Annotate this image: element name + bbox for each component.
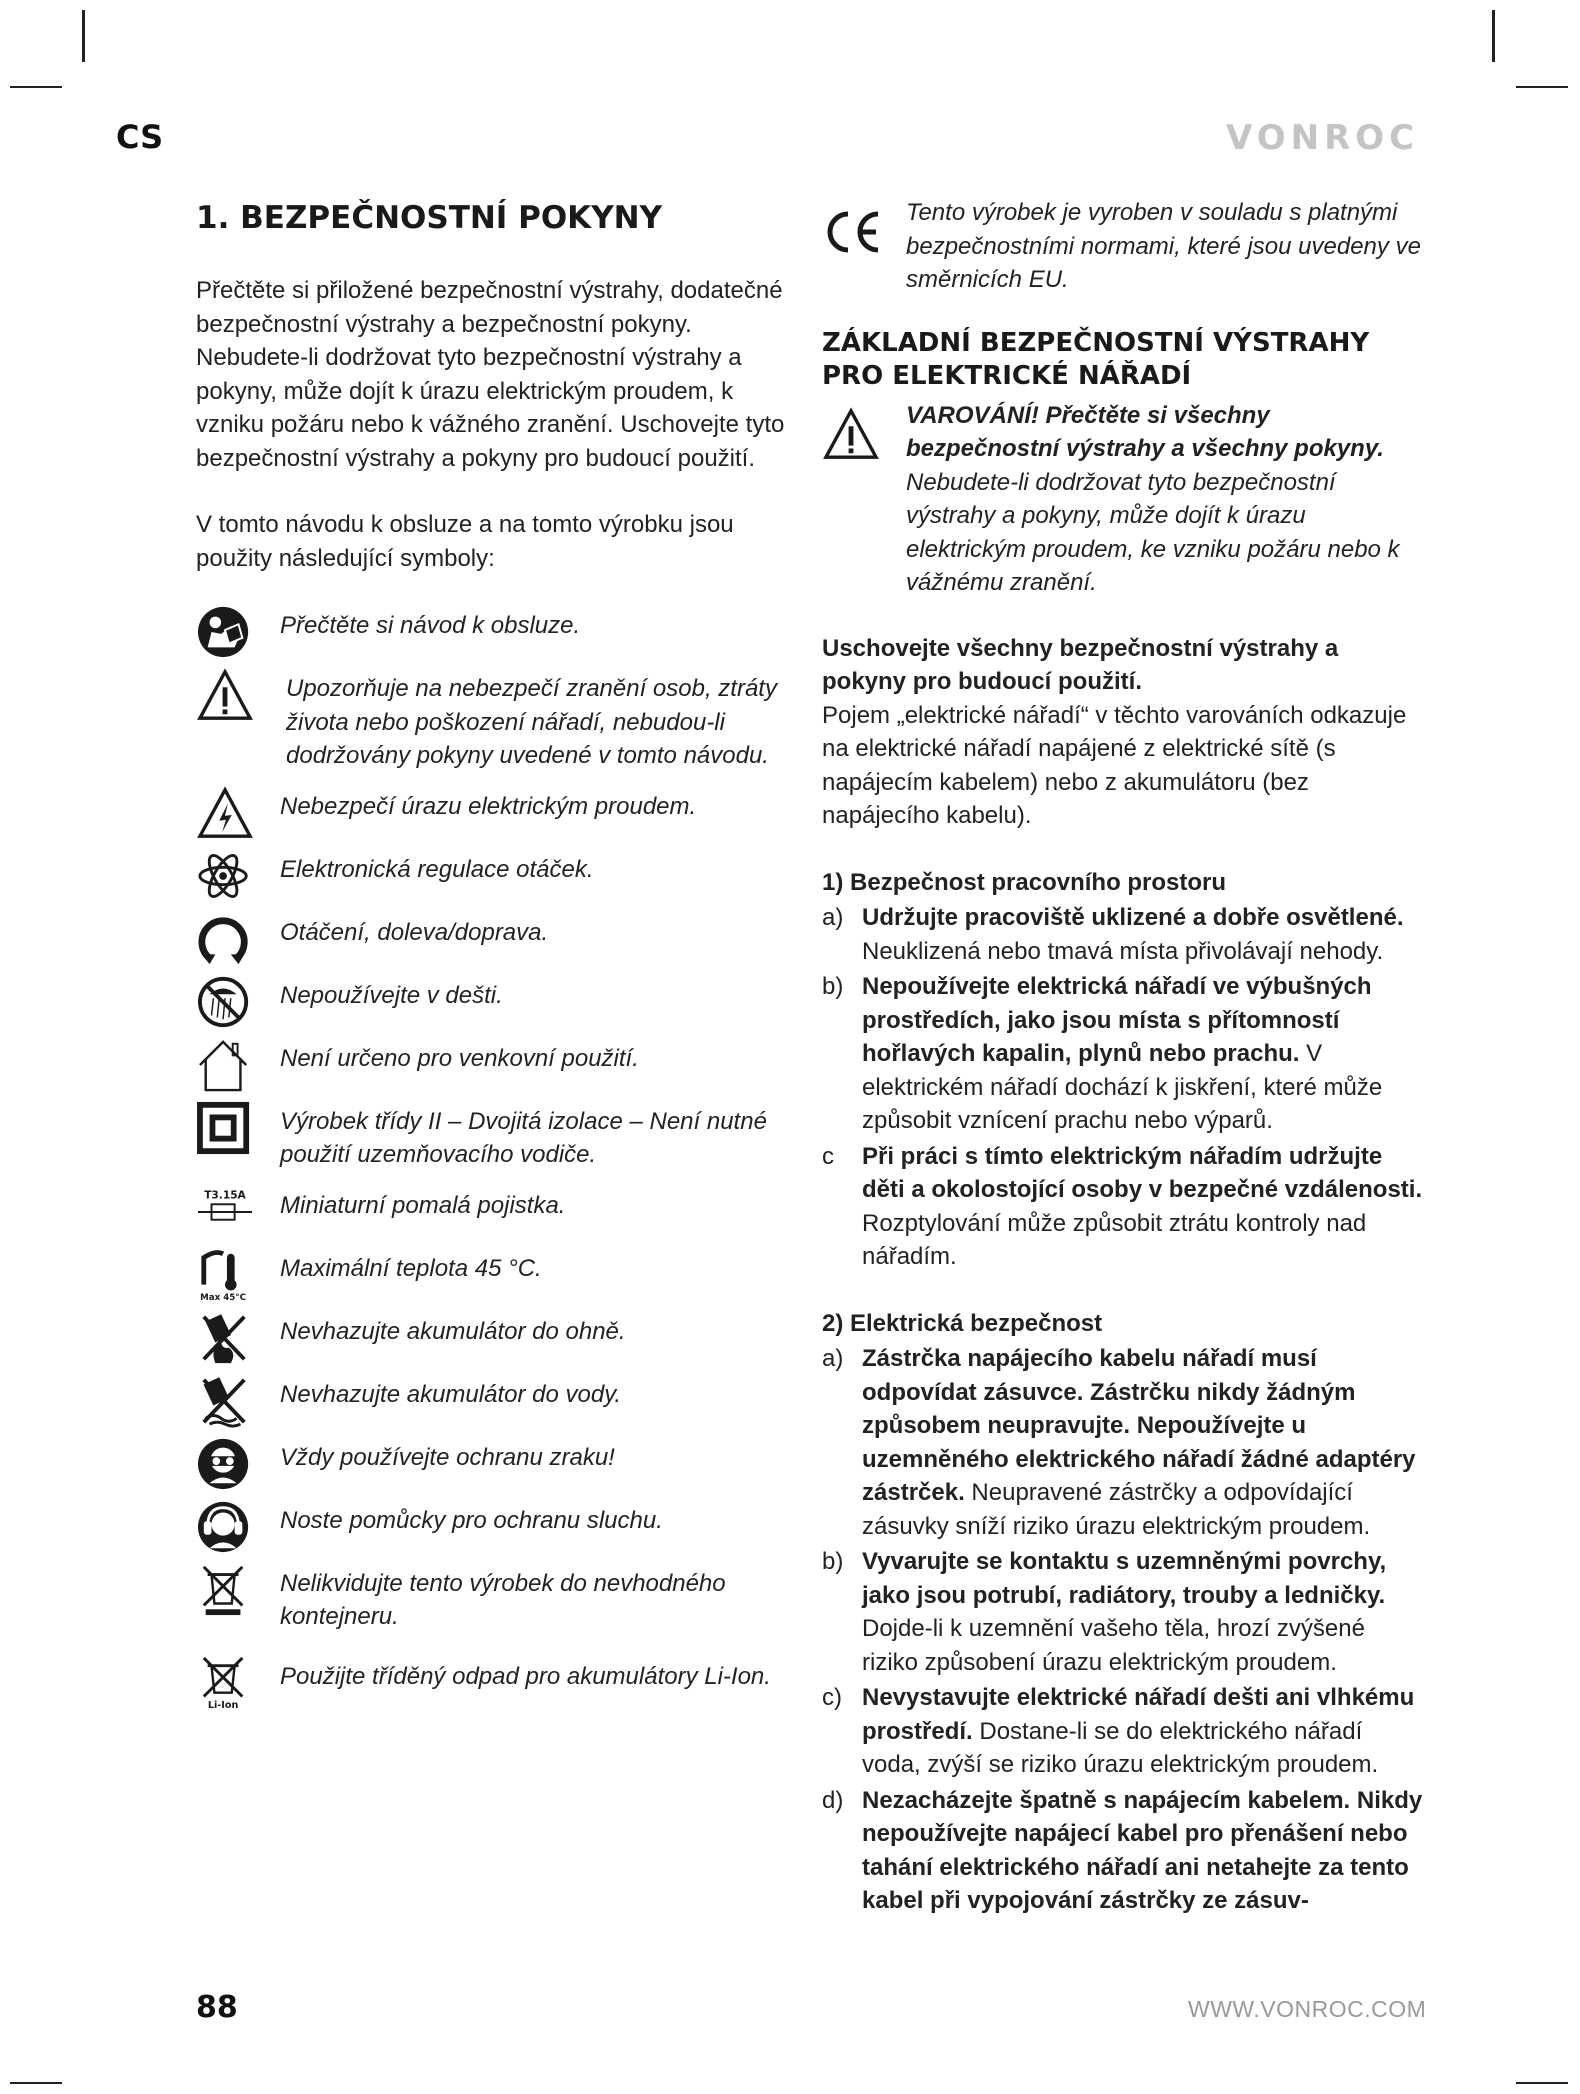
item-letter: c xyxy=(822,1142,834,1170)
list-item xyxy=(822,1342,1427,1543)
item-text: Neuklizená nebo tmavá místa přivolávají nehody. xyxy=(862,937,1384,965)
definition-paragraph: Pojem „elektrické nářadí“ v těchto varováních odkazuje na elektrické nářadí napájené z elektrické sítě (s napájecím kabelem) nebo z akumulátoru (bez napájecího kabelu). xyxy=(822,701,1407,829)
symbol-row xyxy=(196,916,796,962)
list-item xyxy=(822,1784,1427,1918)
no-rain-icon xyxy=(196,975,256,1025)
symbol-description: Nebezpečí úrazu elektrickým proudem. xyxy=(280,792,697,820)
item-text: Dojde-li k uzemnění vašeho těla, hrozí zvýšené riziko způsobení úrazu elektrickým proudem. xyxy=(862,1615,1365,1676)
item-bold: Nevystavujte elektrické nářadí dešti ani vlhkému prostředí. xyxy=(862,1684,1415,1745)
item-text: V elektrickém nářadí dochází k jiskření, které může způsobit vznícení prachu nebo výparů. xyxy=(862,1040,1383,1134)
symbol-description: Nepoužívejte v dešti. xyxy=(280,981,503,1009)
symbol-description: Otáčení, doleva/doprava. xyxy=(280,918,549,946)
electronic-speed-icon xyxy=(196,849,256,899)
item-text: Neupravené zástrčky a odpovídající zásuvky sníží riziko úrazu elektrickým proudem. xyxy=(862,1479,1371,1540)
left-column xyxy=(196,196,796,1723)
item-letter: d) xyxy=(822,1786,844,1814)
keep-instructions: Uschovejte všechny bezpečnostní výstrahy a pokyny pro budoucí použití. xyxy=(822,634,1339,695)
crop-mark xyxy=(10,2082,62,2084)
ce-mark-text: CE xyxy=(822,210,824,211)
symbol-row xyxy=(196,1504,796,1550)
indoor-only-icon xyxy=(196,1038,256,1088)
symbol-row xyxy=(196,790,796,836)
symbol-row xyxy=(196,1315,796,1361)
right-column xyxy=(822,196,1427,1918)
warning-triangle-icon xyxy=(196,668,256,718)
crop-mark xyxy=(10,86,62,88)
symbol-description: Miniaturní pomalá pojistka. xyxy=(280,1191,566,1219)
temp-label: Max 45°C xyxy=(200,1292,246,1302)
item-bold: Nezacházejte špatně s napájecím kabelem. Nikdy nepoužívejte napájecí kabel pro přenášení nebo tahání elektrického nářadí ani netahejte za tento kabel při vypojování zástrčky ze zásuv- xyxy=(862,1786,1423,1914)
symbol-description: Výrobek třídy II – Dvojitá izolace – Není nutné použití uzemňovacího vodiče. xyxy=(280,1107,767,1168)
symbol-description: Vždy používejte ochranu zraku! xyxy=(280,1443,615,1471)
safety-section xyxy=(822,1307,1427,1918)
safety-section xyxy=(822,866,1427,1274)
item-bold: Nepoužívejte elektrická nářadí ve výbušných prostředích, jako jsou místa s přítomností hořlavých kapalin, plynů nebo prachu. xyxy=(862,973,1372,1067)
website-url: WWW.VONROC.COM xyxy=(1188,1996,1427,2022)
item-text: Dostane-li se do elektrického nářadí voda, zvýší se riziko úrazu elektrickým proudem. xyxy=(862,1717,1379,1778)
symbol-description: Nevhazujte akumulátor do ohně. xyxy=(280,1317,626,1345)
item-letter: c) xyxy=(822,1684,842,1711)
fuse-label: T3.15A xyxy=(204,1189,246,1201)
warning-text xyxy=(906,399,1427,600)
intro-paragraph: Přečtěte si přiložené bezpečnostní výstrahy, dodatečné bezpečnostní výstrahy a bezpečnostní pokyny. Nebudete-li dodržovat tyto bezpečnostní výstrahy a pokyny, může dojít k úrazu elektrickým proudem, k vzniku požáru nebo k vážného zranění. Uschovejte tyto bezpečnostní výstrahy a pokyny pro budoucí použití. xyxy=(196,277,785,472)
section-title: 1. BEZPEČNOSTNÍ POKYNY xyxy=(196,200,663,236)
symbol-row xyxy=(196,1189,796,1235)
no-fire-icon xyxy=(196,1311,256,1361)
symbol-row xyxy=(196,1441,796,1487)
item-text: Rozptylování může způsobit ztrátu kontroly nad nářadím. xyxy=(862,1209,1367,1270)
ear-protection-icon xyxy=(196,1500,256,1550)
no-water-icon xyxy=(196,1374,256,1424)
symbol-row xyxy=(196,853,796,899)
warning-triangle-icon xyxy=(822,407,882,471)
fuse-icon xyxy=(196,1185,256,1235)
symbol-description: Noste pomůcky pro ochranu sluchu. xyxy=(280,1506,663,1534)
wee-bin-icon xyxy=(196,1563,256,1613)
symbol-row xyxy=(196,609,796,655)
item-letter: b) xyxy=(822,973,844,1000)
item-bold: Zástrčka napájecího kabelu nářadí musí odpovídat zásuvce. Zástrčku nikdy žádným způsobem neupravujte. Nepoužívejte u uzemněného elektrického nářadí žádné adaptéry zástrček. xyxy=(862,1345,1416,1506)
symbol-row xyxy=(196,672,796,773)
item-letter: a) xyxy=(822,1345,844,1372)
electric-shock-icon xyxy=(196,786,256,836)
crop-mark xyxy=(1516,86,1568,88)
section-heading: 1) Bezpečnost pracovního prostoru xyxy=(822,868,1227,896)
symbol-description: Přečtěte si návod k obsluze. xyxy=(280,612,581,639)
symbol-description: Maximální teplota 45 °C. xyxy=(280,1254,542,1282)
warning-rest: Nebudete-li dodržovat tyto bezpečnostní výstrahy a pokyny, může dojít k úrazu elektrickým proudem, ke vzniku požáru nebo k vážnému zranění. xyxy=(906,468,1400,596)
crop-mark xyxy=(1492,10,1495,62)
warning-bold: VAROVÁNÍ! Přečtěte si všechny bezpečnostní výstrahy a všechny pokyny. xyxy=(906,401,1384,462)
list-item xyxy=(822,1140,1427,1274)
item-letter: b) xyxy=(822,1548,844,1575)
symbol-row xyxy=(196,1105,796,1172)
list-item xyxy=(822,1681,1427,1782)
list-item xyxy=(822,901,1427,968)
item-bold: Vyvarujte se kontaktu s uzemněnými povrchy, jako jsou potrubí, radiátory, trouby a ledničky. xyxy=(862,1548,1387,1609)
ce-mark-icon xyxy=(822,210,884,264)
symbol-row xyxy=(196,979,796,1025)
symbol-description: Nelikvidujte tento výrobek do nevhodného kontejneru. xyxy=(280,1569,726,1630)
symbol-row xyxy=(196,1660,796,1710)
page-number: 88 xyxy=(196,1990,238,2025)
rotation-icon xyxy=(196,912,256,962)
brand-logo: VONROC xyxy=(1226,118,1420,158)
symbol-row xyxy=(196,1252,796,1302)
item-bold: Udržujte pracoviště uklizené a dobře osvětlené. xyxy=(862,904,1404,931)
symbol-row xyxy=(196,1042,796,1088)
li-ion-label: Li-Ion xyxy=(207,1699,239,1710)
symbols-intro: V tomto návodu k obsluze a na tomto výrobku jsou použity následující symboly: xyxy=(196,511,734,572)
symbol-description: Elektronická regulace otáček. xyxy=(280,855,594,883)
item-letter: a) xyxy=(822,904,844,931)
language-code: CS xyxy=(116,118,164,156)
item-bold: Při práci s tímto elektrickým nářadím udržujte děti a okolostojící osoby v bezpečné vzdálenosti. xyxy=(862,1142,1423,1203)
symbol-description: Upozorňuje na nebezpečí zranění osob, ztráty života nebo poškození nářadí, nebudou-li dodržovány pokyny uvedené v tomto návodu. xyxy=(286,675,777,769)
ce-text: Tento výrobek je vyroben v souladu s platnými bezpečnostními normami, které jsou uvedeny ve směrnicích EU. xyxy=(906,199,1421,293)
read-manual-icon xyxy=(196,605,256,655)
symbol-description: Použijte tříděný odpad pro akumulátory Li-Ion. xyxy=(280,1662,771,1690)
list-item xyxy=(822,1545,1427,1679)
symbol-row xyxy=(196,1567,796,1634)
ce-notice xyxy=(822,196,1427,297)
crop-mark xyxy=(1516,2082,1568,2084)
symbol-description: Nevhazujte akumulátor do vody. xyxy=(280,1380,622,1408)
general-warnings-title: ZÁKLADNÍ BEZPEČNOSTNÍ VÝSTRAHY PRO ELEKTRICKÉ NÁŘADÍ xyxy=(822,327,1370,391)
eye-protection-icon xyxy=(196,1437,256,1487)
symbol-description: Není určeno pro venkovní použití. xyxy=(280,1044,639,1072)
warning-block xyxy=(822,399,1427,600)
class-ii-icon xyxy=(196,1101,256,1151)
crop-mark xyxy=(82,10,85,62)
li-ion-bin-icon xyxy=(196,1656,256,1710)
symbol-row xyxy=(196,1378,796,1424)
list-item xyxy=(822,970,1427,1138)
max-temp-icon xyxy=(196,1248,256,1302)
section-heading: 2) Elektrická bezpečnost xyxy=(822,1309,1103,1337)
